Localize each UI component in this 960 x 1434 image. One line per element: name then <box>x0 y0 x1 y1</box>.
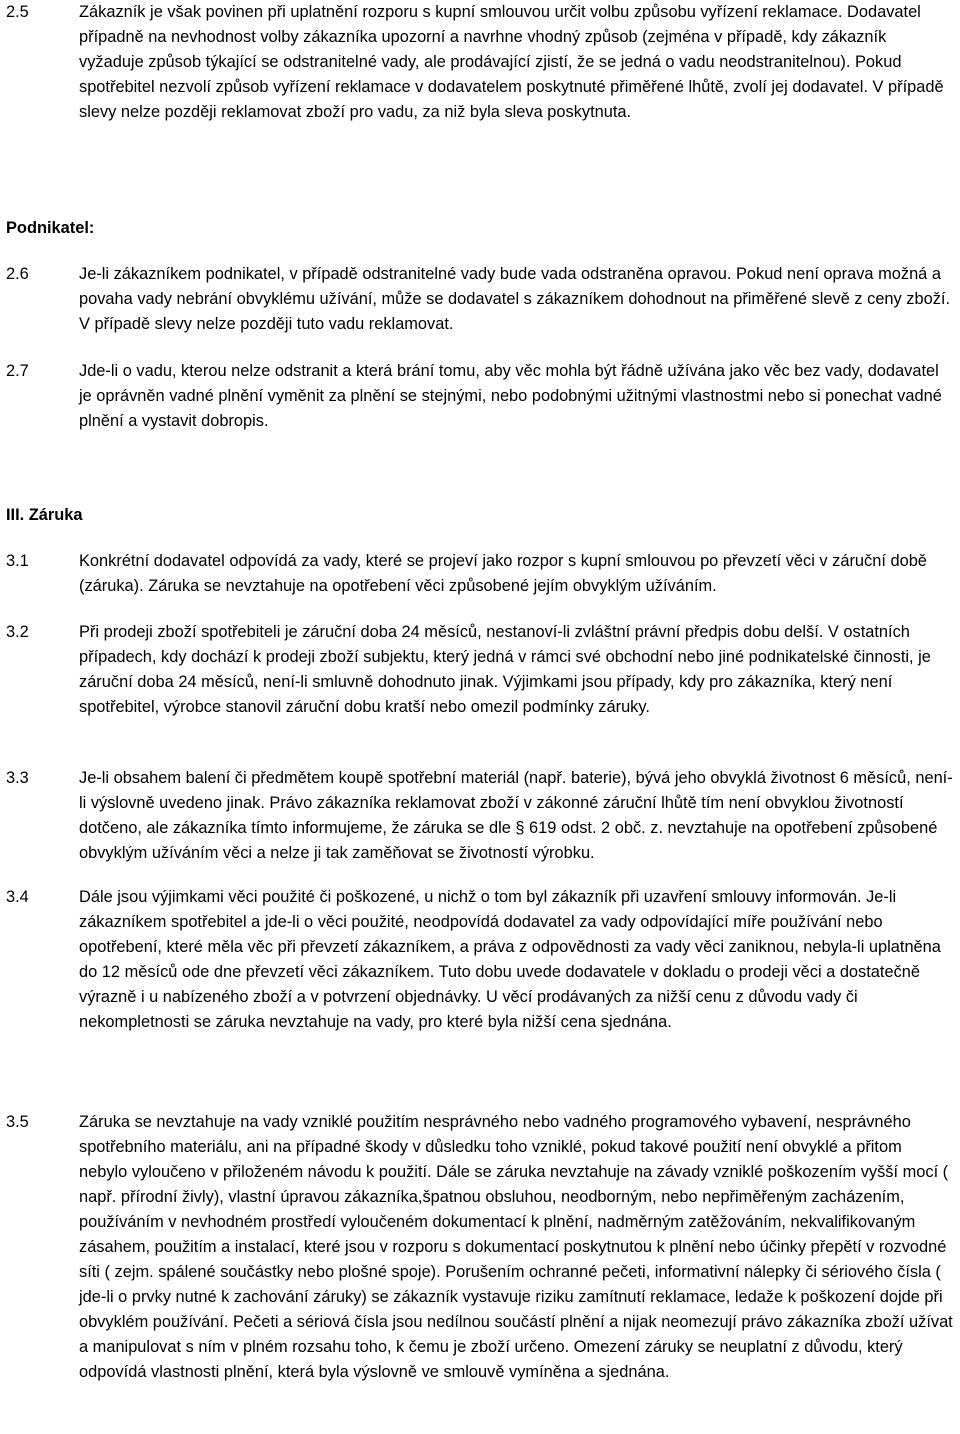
clause-2-6 <box>6 262 954 337</box>
clause-number: 3.2 <box>6 623 29 641</box>
clause-text: Při prodeji zboží spotřebiteli je záruční doba 24 měsíců, nestanoví-li zvláštní právní předpis dobu delší. V ostatních případech, kdy dochází k prodeji zboží subjektu, který jedná v rámci své obchodní nebo jiné podnikatelské činnosti, je záruční doba 24 měsíců, není-li smluvně dohodnuto jinak. Výjimkami jsou případy, kdy pro zákazníka, který není spotřebitel, výrobce stanovil záruční dobu kratší nebo omezil podmínky záruky. <box>79 623 931 716</box>
section-heading-podnikatel: Podnikatel: <box>6 219 95 237</box>
clause-number: 2.5 <box>6 3 29 21</box>
clause-text: Je-li obsahem balení či předmětem koupě spotřební materiál (např. baterie), bývá jeho obvyklá životnost 6 měsíců, není-li výslovně uvedeno jinak. Právo zákazníka reklamovat zboží v zákonné záruční lhůtě tím není obvyklou životností dotčeno, ale zákazníka tímto informujeme, že záruka se dle § 619 odst. 2 obč. z. nevztahuje na opotřebení způsobené obvyklým užíváním věci a nelze ji tak zaměňovat se životností výrobku. <box>79 769 953 862</box>
clause-2-7 <box>6 359 954 434</box>
clause-text: Zákazník je však povinen při uplatnění rozporu s kupní smlouvou určit volbu způsobu vyřízení reklamace. Dodavatel případně na nevhodnost volby zákazníka upozorní a navrhne vhodný způsob (zejména v případě, kdy zákazník vyžaduje způsob týkající se odstranitelné vady, ale prodávající zjistí, že se jedná o vadu neodstranitelnou). Pokud spotřebitel nezvolí způsob vyřízení reklamace v dodavatelem poskytnuté přiměřené lhůtě, zvolí jej dodavatel. V případě slevy nelze později reklamovat zboží pro vadu, za niž byla sleva poskytnuta. <box>79 3 944 121</box>
clause-2-5 <box>6 0 954 125</box>
section-heading-zaruka: III. Záruka <box>6 506 83 524</box>
clause-number: 3.4 <box>6 888 29 906</box>
clause-3-2 <box>6 620 954 720</box>
clause-3-3 <box>6 766 954 866</box>
clause-number: 3.5 <box>6 1113 29 1131</box>
clause-number: 2.7 <box>6 362 29 380</box>
clause-3-5 <box>6 1110 954 1385</box>
clause-text: Záruka se nevztahuje na vady vzniklé použitím nesprávného nebo vadného programového vybavení, nesprávného spotřebního materiálu, ani na případné škody v důsledku toho vzniklé, pokud takové použití není obvyklé a přitom nebylo vyloučeno v přiloženém návodu k použití. Dále se záruka nevztahuje na závady vzniklé poškozením vyšší mocí ( např. přírodní živly), vlastní úpravou zákazníka,špatnou obsluhou, neodborným, nebo nepřiměřeným zacházením, používáním v nevhodném prostředí vyloučeném dokumentací k plnění, nadměrným zatěžováním, nekvalifikovaným zásahem, použitím a instalací, které jsou v rozporu s dokumentací poskytnutou k plnění nebo účinky přepětí v rozvodné síti ( zejm. spálené součástky nebo plošné spoje). Porušením ochranné pečeti, informativní nálepky či sériového čísla ( jde-li o prvky nutné k zachování záruky) se zákazník vystavuje riziku zamítnutí reklamace, ledaže k poškození dojde při obvyklém používání. Pečeti a sériová čísla jsou nedílnou součástí plnění a nijak neomezují právo zákazníka zboží užívat a manipulovat s ním v plném rozsahu toho, k čemu je zboží určeno. Omezení záruky se neuplatní z důvodu, který odpovídá vlastnosti plnění, která byla výslovně ve smlouvě vymíněna a sjednána. <box>79 1113 953 1381</box>
clause-text: Je-li zákazníkem podnikatel, v případě odstranitelné vady bude vada odstraněna opravou. Pokud není oprava možná a povaha vady nebrání obvyklému užívání, může se dodavatel s zákazníkem dohodnout na přiměřené slevě z ceny zboží. V případě slevy nelze později tuto vadu reklamovat. <box>79 265 951 333</box>
clause-3-1 <box>6 549 954 599</box>
clause-text: Konkrétní dodavatel odpovídá za vady, které se projeví jako rozpor s kupní smlouvou po převzetí věci v záruční době (záruka). Záruka se nevztahuje na opotřebení věci způsobené jejím obvyklým užíváním. <box>79 552 927 595</box>
clause-number: 3.3 <box>6 769 29 787</box>
clause-text: Dále jsou výjimkami věci použité či poškozené, u nichž o tom byl zákazník při uzavření smlouvy informován. Je-li zákazníkem spotřebitel a jde-li o věci použité, neodpovídá dodavatel za vady odpovídající míře používání nebo opotřebení, které měla věc při převzetí zákazníkem, a práva z odpovědnosti za vady věci zaniknou, nebyla-li uplatněna do 12 měsíců ode dne převzetí věci zákazníkem. Tuto dobu uvede dodavatele v dokladu o prodeji věci a dostatečně výrazně i u nabízeného zboží a v potvrzení objednávky. U věcí prodávaných za nižší cenu z důvodu vady či nekompletnosti se záruka nevztahuje na vady, pro které byla nižší cena sjednána. <box>79 888 941 1031</box>
clause-text: Jde-li o vadu, kterou nelze odstranit a která brání tomu, aby věc mohla být řádně užívána jako věc bez vady, dodavatel je oprávněn vadné plnění vyměnit za plnění se stejnými, nebo podobnými užitnými vlastnostmi nebo si ponechat vadné plnění a vystavit dobropis. <box>79 362 942 430</box>
clause-number: 3.1 <box>6 552 29 570</box>
clause-number: 2.6 <box>6 265 29 283</box>
clause-3-4 <box>6 885 954 1035</box>
